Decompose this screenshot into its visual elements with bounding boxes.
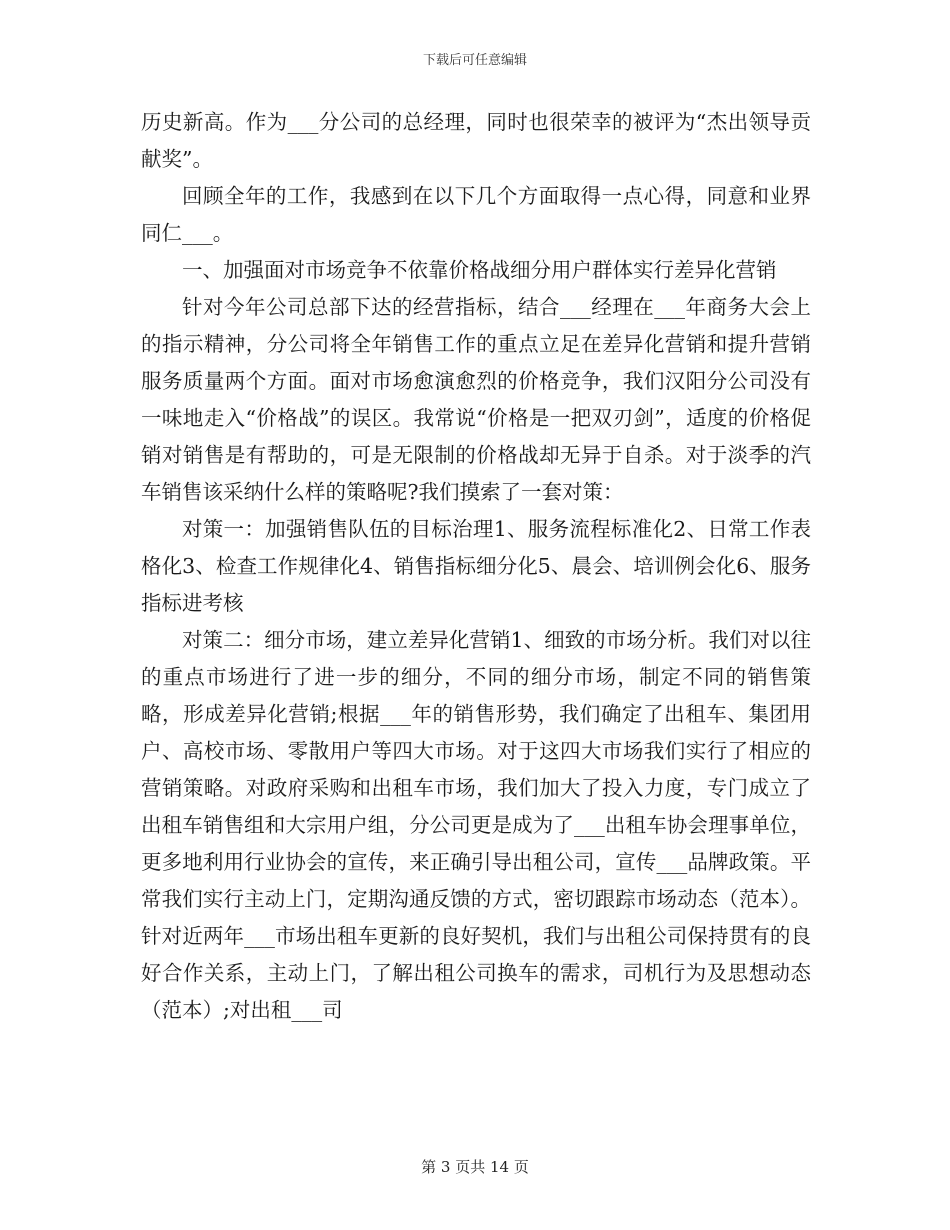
page-number: 第 3 页共 14 页 [421, 1158, 529, 1176]
paragraph-continuation: 历史新高。作为___分公司的总经理，同时也很荣幸的被评为“杰出领导贡献奖”。 [141, 110, 811, 171]
paragraph-measure-one: 对策一：加强销售队伍的目标治理1、服务流程标准化2、日常工作表格化3、检查工作规律化4、销售指标细分化5、晨会、培训例会化6、服务指标进考核 [141, 517, 811, 615]
document-body [141, 104, 811, 1029]
page-footer [0, 1157, 950, 1177]
paragraph-strategy: 针对今年公司总部下达的经营指标，结合___经理在___年商务大会上的指示精神，分公司将全年销售工作的重点立足在差异化营销和提升营销服务质量两个方面。面对市场愈演愈烈的价格竞争，我们汉阳分公司没有一味地走入“价格战”的误区。我常说“价格是一把双刃剑”，适度的价格促销对销售是有帮助的，可是无限制的价格战却无异于自杀。对于淡季的汽车销售该采纳什么样的策略呢?我们摸索了一套对策： [141, 295, 811, 504]
header-note: 下载后可任意编辑 [422, 53, 527, 68]
paragraph-review: 回顾全年的工作，我感到在以下几个方面取得一点心得，同意和业界同仁___。 [141, 184, 811, 245]
paragraph-measure-two: 对策二：细分市场，建立差异化营销1、细致的市场分析。我们对以往的重点市场进行了进一步的细分，不同的细分市场，制定不同的销售策略，形成差异化营销;根据___年的销售形势，我们确定了出租车、集团用户、高校市场、零散用户等四大市场。对于这四大市场我们实行了相应的营销策略。对政府采购和出租车市场，我们加大了投入力度，专门成立了出租车销售组和大宗用户组，分公司更是成为了___出租车协会理事单位，更多地利用行业协会的宣传，来正确引导出租公司，宣传___品牌政策。平常我们实行主动上门，定期沟通反馈的方式，密切跟踪市场动态（范本）。针对近两年___市场出租车更新的良好契机，我们与出租公司保持贯有的良好合作关系，主动上门，了解出租公司换车的需求，司机行为及思想动态（范本）;对出租___司 [141, 628, 811, 1022]
section-heading-one: 一、加强面对市场竞争不依靠价格战细分用户群体实行差异化营销 [182, 258, 777, 282]
page-header [0, 53, 950, 69]
